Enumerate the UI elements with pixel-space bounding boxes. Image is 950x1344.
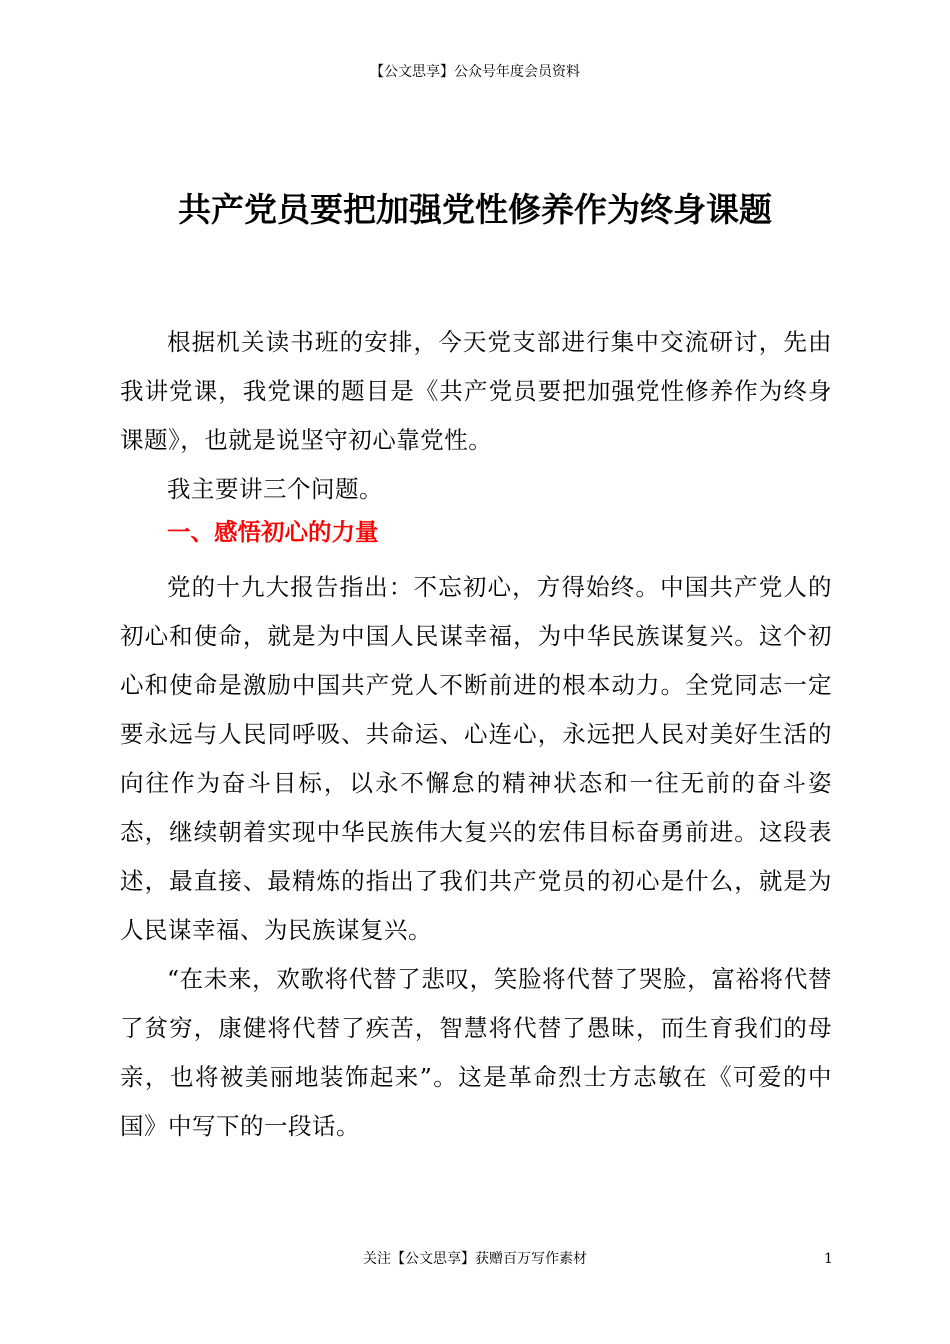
page-number: 1	[824, 1251, 833, 1267]
page-header: 【公文思享】公众号年度会员资料	[370, 64, 580, 80]
page-footer: 关注【公文思享】获赠百万写作素材	[363, 1251, 587, 1267]
paragraph-initial-mission: 党的十九大报告指出：不忘初心，方得始终。中国共产党人的初心和使命，就是为中国人民谋幸福，为中华民族谋复兴。这个初心和使命是激励中国共产党人不断前进的根本动力。全党同志一定要永远与人民同呼吸、共命运、心连心，永远把人民对美好生活的向往作为奋斗目标，以永不懈怠的精神状态和一往无前的奋斗姿态，继续朝着实现中华民族伟大复兴的宏伟目标奋勇前进。这段表述，最直接、最精炼的指出了我们共产党员的初心是什么，就是为人民谋幸福、为民族谋复兴。	[120, 573, 832, 944]
document-body	[120, 318, 832, 1151]
document-title: 共产党员要把加强党性修养作为终身课题	[178, 190, 772, 229]
section-heading-1: 一、感悟初心的力量	[167, 518, 379, 546]
paragraph-intro: 根据机关读书班的安排，今天党支部进行集中交流研讨，先由我讲党课，我党课的题目是《共产党员要把加强党性修养作为终身课题》，也就是说坚守初心靠党性。	[120, 328, 832, 454]
paragraph-quote: “在未来，欢歌将代替了悲叹，笑脸将代替了哭脸，富裕将代替了贫穷，康健将代替了疾苦，智慧将代替了愚昧，而生育我们的母亲，也将被美丽地装饰起来”。这是革命烈士方志敏在《可爱的中国》中写下的一段话。	[120, 965, 832, 1140]
paragraph-outline: 我主要讲三个问题。	[167, 475, 383, 503]
